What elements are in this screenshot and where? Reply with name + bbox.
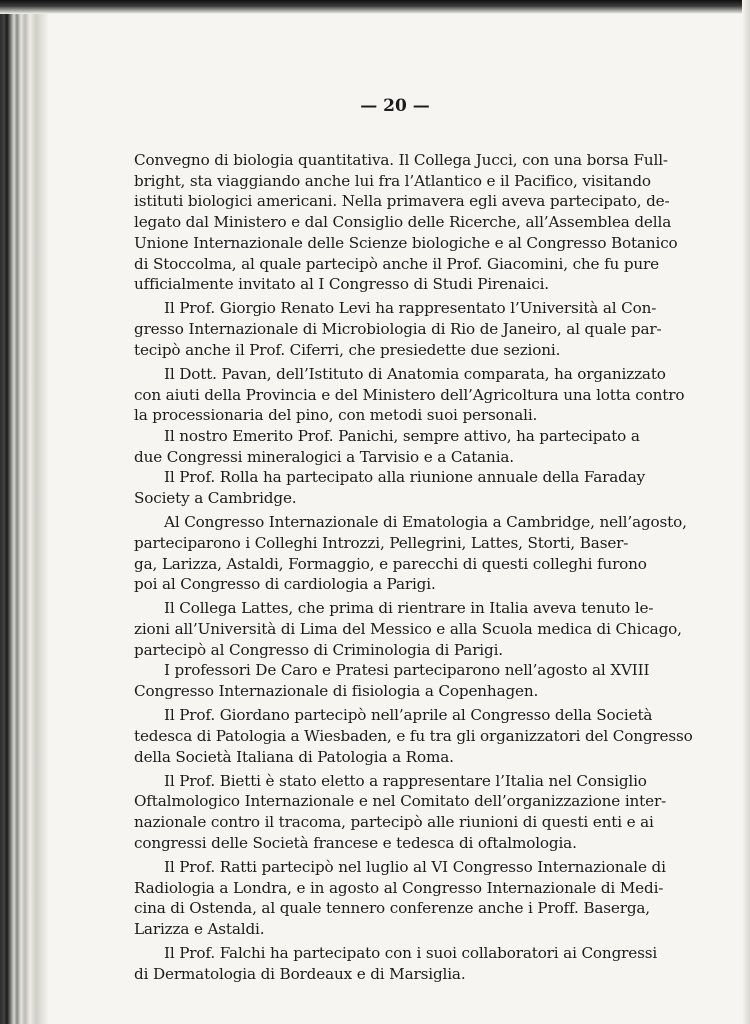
text-line: tecipò anche il Prof. Ciferri, che presiedette due sezioni. <box>134 340 561 359</box>
text-line: nazionale contro il tracoma, partecipò alle riunioni di questi enti e ai <box>134 813 654 832</box>
paragraph <box>134 364 685 426</box>
paragraph <box>134 857 678 940</box>
paragraph <box>134 298 678 360</box>
text-line: ufficialmente invitato al I Congresso di Studi Pirenaici. <box>134 275 549 294</box>
text-line: Unione Internazionale delle Scienze biologiche e al Congresso Botanico <box>134 233 678 252</box>
text-line: legato dal Ministero e dal Consiglio delle Ricerche, all’Assemblea della <box>134 213 672 232</box>
text-line: Radiologia a Londra, e in agosto al Congresso Internazionale di Medi- <box>134 878 664 897</box>
text-line: Il Collega Lattes, che prima di rientrare in Italia aveva tenuto le- <box>164 599 654 618</box>
text-line: Il Prof. Bietti è stato eletto a rappresentare l’Italia nel Consiglio <box>164 771 647 790</box>
text-line: ga, Larizza, Astaldi, Formaggio, e parecchi di questi colleghi furono <box>134 554 647 573</box>
text-line: Society a Cambridge. <box>134 489 297 508</box>
text-line: Il Prof. Giordano partecipò nell’aprile al Congresso della Società <box>164 706 653 725</box>
text-line: cina di Ostenda, al quale tennero conferenze anche i Proff. Baserga, <box>134 899 650 918</box>
paragraph <box>134 467 678 508</box>
text-line: Al Congresso Internazionale di Ematologia a Cambridge, nell’agosto, <box>164 513 687 532</box>
text-line: partecipò al Congresso di Criminologia di Parigi. <box>134 640 503 659</box>
text-line: Il Dott. Pavan, dell’Istituto di Anatomia comparata, ha organizzato <box>164 364 666 383</box>
text-line: zioni all’Università di Lima del Messico e alla Scuola medica di Chicago, <box>134 620 682 639</box>
paragraph <box>134 771 678 854</box>
paragraph <box>134 512 687 595</box>
paragraph <box>134 150 678 295</box>
text-line: di Stoccolma, al quale partecipò anche il Prof. Giacomini, che fu pure <box>134 254 660 273</box>
text-line: Il Prof. Ratti partecipò nel luglio al VI Congresso Internazionale di <box>164 857 666 876</box>
text-line: Il Prof. Falchi ha partecipato con i suoi collaboratori ai Congressi <box>164 944 658 963</box>
text-line: Oftalmologico Internazionale e nel Comitato dell’organizzazione inter- <box>134 792 667 811</box>
text-line: parteciparono i Colleghi Introzzi, Pellegrini, Lattes, Storti, Baser- <box>134 533 629 552</box>
text-line: la processionaria del pino, con metodi suoi personali. <box>134 406 538 425</box>
text-line: Il nostro Emerito Prof. Panichi, sempre attivo, ha partecipato a <box>164 426 640 445</box>
paragraph <box>134 660 678 701</box>
text-line: bright, sta viaggiando anche lui fra l’Atlantico e il Pacifico, visitando <box>134 171 651 190</box>
paragraph <box>134 705 693 767</box>
text-line: di Dermatologia di Bordeaux e di Marsiglia. <box>134 964 466 983</box>
paragraph <box>134 426 678 467</box>
body-text <box>134 150 693 985</box>
book-binding-shadow <box>0 0 48 1024</box>
text-line: Congresso Internazionale di fisiologia a Copenhagen. <box>134 682 539 701</box>
text-line: Larizza e Astaldi. <box>134 920 265 939</box>
right-page-edge <box>742 0 750 1024</box>
text-line: gresso Internazionale di Microbiologia di Rio de Janeiro, al quale par- <box>134 320 662 339</box>
paragraph <box>134 943 678 984</box>
text-line: Il Prof. Rolla ha partecipato alla riunione annuale della Faraday <box>164 468 646 487</box>
paragraph <box>134 598 682 660</box>
text-line: poi al Congresso di cardiologia a Parigi. <box>134 575 436 594</box>
text-line: I professori De Caro e Pratesi parteciparono nell’agosto al XVIII <box>164 661 650 680</box>
page-number: — 20 — <box>360 96 430 116</box>
text-line: con aiuti della Provincia e del Ministero dell’Agricoltura una lotta contro <box>134 385 685 404</box>
text-line: Convegno di biologia quantitativa. Il Collega Jucci, con una borsa Full- <box>134 151 668 169</box>
text-line: tedesca di Patologia a Wiesbaden, e fu tra gli organizzatori del Congresso <box>134 726 693 745</box>
text-line: Il Prof. Giorgio Renato Levi ha rappresentato l’Università al Con- <box>164 299 657 318</box>
text-line: congressi delle Società francese e tedesca di oftalmologia. <box>134 833 577 852</box>
text-line: della Società Italiana di Patologia a Roma. <box>134 747 454 766</box>
text-line: due Congressi mineralogici a Tarvisio e a Catania. <box>134 447 514 466</box>
top-page-edge <box>0 0 750 14</box>
text-line: istituti biologici americani. Nella primavera egli aveva partecipato, de- <box>134 192 670 211</box>
